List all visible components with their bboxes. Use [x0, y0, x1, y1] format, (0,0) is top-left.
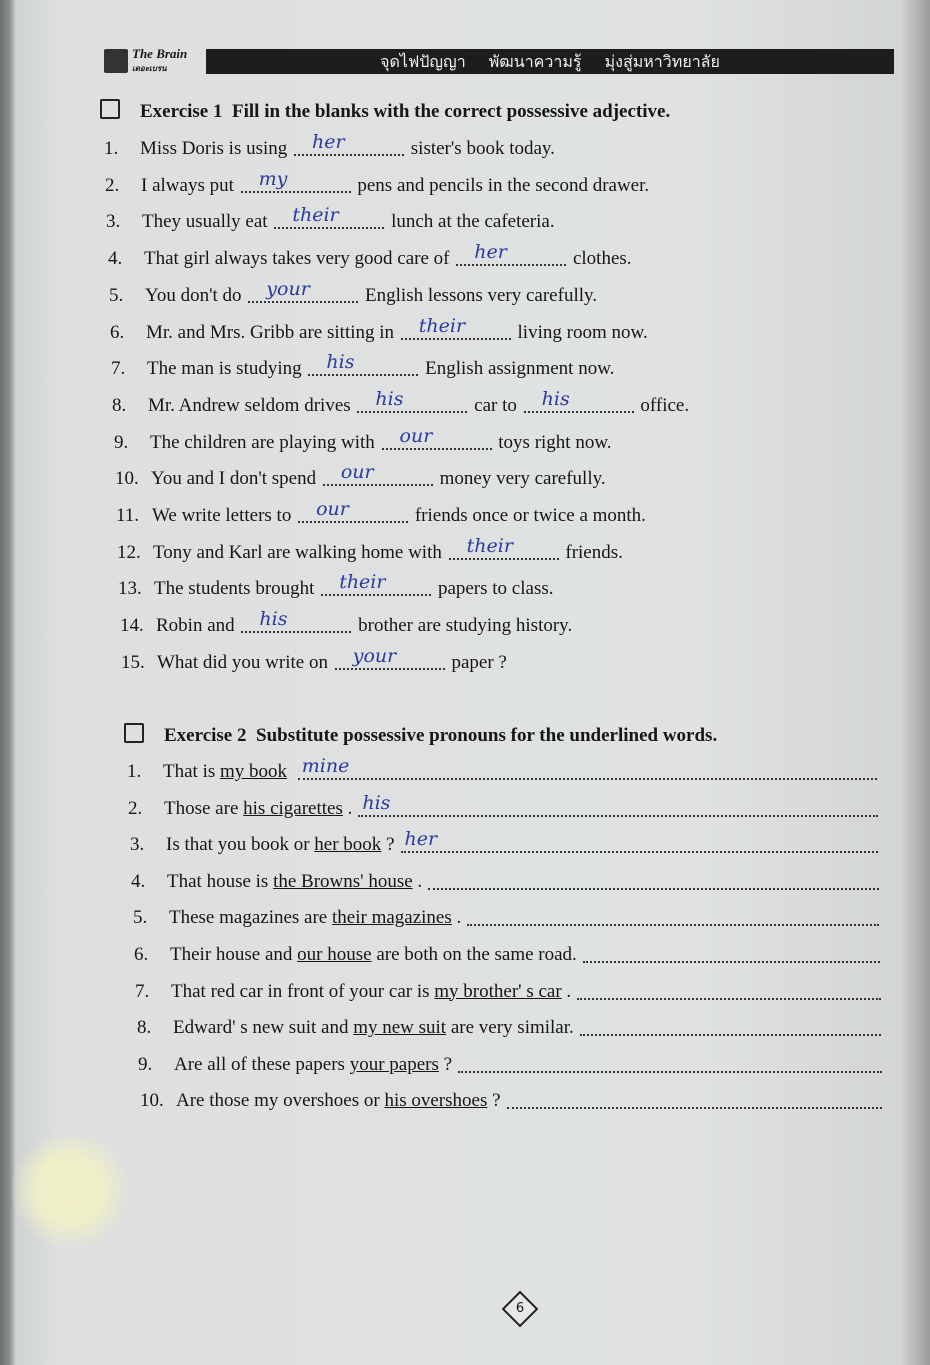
- answer-blank[interactable]: [308, 351, 418, 376]
- sentence-before: Are those my overshoes or: [176, 1090, 380, 1112]
- sentence-before: I always put: [141, 174, 234, 196]
- answer-blank[interactable]: [294, 131, 404, 156]
- sentence-after: friends.: [565, 541, 623, 563]
- handwritten-answer: her: [404, 828, 438, 851]
- item-number: 4.: [108, 248, 123, 270]
- underlined-words: my book: [220, 761, 288, 782]
- exercise-item: [117, 534, 623, 565]
- exercise-item: [109, 277, 598, 308]
- answer-line[interactable]: [583, 943, 880, 963]
- item-number: 5.: [109, 284, 124, 306]
- item-number: 3.: [106, 211, 121, 233]
- answer-blank[interactable]: [274, 204, 384, 229]
- item-number: 1.: [104, 138, 119, 159]
- logo-subtext: เดอะเบรน: [132, 64, 167, 73]
- handwritten-answer: your: [352, 644, 397, 667]
- sentence-before: That red car in front of your car is: [171, 980, 430, 1002]
- item-number: 9.: [138, 1053, 153, 1075]
- item-number: 12.: [117, 541, 141, 563]
- exercise-item: [118, 571, 554, 601]
- handwritten-answer: her: [312, 131, 345, 153]
- answer-line[interactable]: [298, 755, 877, 780]
- exercise-item: [104, 131, 555, 161]
- item-number: 7.: [135, 980, 150, 1002]
- underlined-words: my brother' s car: [434, 980, 562, 1002]
- sentence-before: Their house and: [170, 944, 293, 965]
- exercise-item: [128, 791, 878, 821]
- item-number: 7.: [111, 358, 126, 380]
- exercise-label: Exercise 1: [140, 101, 223, 122]
- sentence-before: Those are: [164, 797, 239, 819]
- logo-portrait-icon: [104, 49, 128, 73]
- underlined-words: her book: [314, 834, 382, 856]
- handwritten-answer: his: [326, 351, 355, 374]
- underlined-words: your papers: [349, 1053, 439, 1075]
- brand-logo: [104, 47, 202, 75]
- item-number: 11.: [116, 505, 140, 526]
- exercise-item: [137, 1016, 881, 1040]
- item-number: 6.: [110, 321, 125, 343]
- item-number: 2.: [105, 174, 120, 196]
- sentence-after: friends once or twice a month.: [414, 505, 646, 526]
- sentence-before: That girl always takes very good care of: [144, 248, 450, 270]
- exercise-item: [114, 424, 612, 455]
- handwritten-answer: mine: [301, 755, 350, 777]
- exercise-item: [120, 608, 573, 638]
- sentence-after: sister's book today.: [410, 138, 555, 159]
- exercise-item: [127, 755, 877, 784]
- checkbox[interactable]: [124, 723, 144, 743]
- exercise-label: Exercise 2: [164, 725, 247, 746]
- sentence-before: Mr. Andrew seldom drives: [148, 394, 351, 416]
- exercise-item: [111, 351, 615, 381]
- handwritten-answer: their: [339, 571, 386, 594]
- sentence-after: are both on the same road.: [376, 944, 577, 965]
- sentence-before: The man is studying: [147, 358, 302, 380]
- sentence-after: .: [566, 980, 572, 1002]
- answer-line[interactable]: [580, 1016, 881, 1036]
- exercise-instruction: Substitute possessive pronouns for the underlined words.: [256, 725, 718, 746]
- sentence-before: These magazines are: [169, 907, 328, 929]
- sentence-after: lunch at the cafeteria.: [391, 211, 555, 233]
- sentence-after: money very carefully.: [439, 468, 606, 490]
- sentence-before: Is that you book or: [166, 834, 310, 856]
- handwritten-answer: his: [259, 608, 288, 631]
- answer-blank[interactable]: [241, 608, 351, 633]
- sentence-before: You and I don't spend: [151, 468, 317, 490]
- answer-blank[interactable]: [335, 644, 445, 670]
- exercise-item: [106, 204, 555, 234]
- handwritten-answer: his: [375, 387, 404, 410]
- handwritten-answer: your: [266, 277, 310, 300]
- exercise1-title: [100, 99, 670, 123]
- exercise-item: [138, 1053, 882, 1077]
- item-number: 8.: [112, 394, 127, 416]
- header-slogan: จุดไฟปัญญา พัฒนาความรู้ มุ่งสู่มหาวิทยาลัย: [206, 49, 894, 74]
- answer-blank[interactable]: [401, 314, 511, 340]
- underlined-words: his cigarettes: [243, 797, 343, 819]
- sentence-before: Mr. and Mrs. Gribb are sitting in: [146, 321, 395, 343]
- item-number: 10.: [140, 1090, 164, 1112]
- checkbox[interactable]: [100, 99, 120, 119]
- item-number: 13.: [118, 578, 142, 600]
- answer-line[interactable]: [358, 791, 878, 817]
- sentence-after: pens and pencils in the second drawer.: [357, 174, 650, 196]
- item-number: 6.: [134, 944, 149, 965]
- exercise-item: [110, 314, 648, 345]
- item-number: 8.: [137, 1017, 152, 1039]
- item-number: 9.: [114, 431, 129, 453]
- answer-blank[interactable]: [321, 571, 431, 596]
- sentence-before: The students brought: [154, 578, 315, 600]
- answer-blank[interactable]: [524, 387, 634, 413]
- logo-text: The Brain: [132, 46, 188, 61]
- sentence-after: English lessons very carefully.: [365, 284, 598, 306]
- exercise-item: [116, 498, 646, 528]
- item-number: 2.: [128, 797, 143, 819]
- sentence-after: ?: [443, 1053, 453, 1075]
- answer-line[interactable]: [507, 1089, 882, 1109]
- sentence-after: .: [417, 870, 423, 892]
- sentence-before: The children are playing with: [150, 431, 375, 453]
- item-number: 4.: [131, 870, 146, 892]
- exercise-item: [121, 644, 507, 675]
- underlined-words: the Browns' house: [273, 870, 413, 892]
- exercise-item: [131, 870, 879, 894]
- handwritten-answer: my: [258, 167, 288, 190]
- sentence-before: Robin and: [156, 615, 235, 637]
- exercise-item: [130, 828, 878, 857]
- answer-line[interactable]: [458, 1053, 882, 1073]
- answer-line[interactable]: [428, 870, 879, 890]
- underlined-words: our house: [297, 944, 372, 965]
- handwritten-answer: her: [474, 241, 507, 264]
- answer-blank[interactable]: [323, 461, 433, 486]
- answer-blank[interactable]: [382, 424, 492, 450]
- sentence-before: Miss Doris is using: [140, 138, 288, 159]
- yellow-stain: [10, 1130, 130, 1250]
- handwritten-answer: his: [362, 791, 391, 814]
- sentence-before: Tony and Karl are walking home with: [153, 541, 442, 563]
- item-number: 1.: [127, 761, 142, 782]
- item-number: 10.: [115, 468, 139, 490]
- answer-blank[interactable]: [456, 241, 566, 266]
- sentence-before: Edward' s new suit and: [173, 1017, 349, 1039]
- sentence-after: living room now.: [517, 321, 648, 343]
- sentence-after: papers to class.: [437, 578, 554, 600]
- answer-line[interactable]: [467, 906, 879, 926]
- sentence-after: office.: [640, 394, 690, 416]
- underlined-words: his overshoes: [384, 1090, 488, 1112]
- sentence-after: clothes.: [572, 248, 632, 270]
- item-number: 14.: [120, 615, 144, 637]
- exercise-item: [115, 461, 606, 491]
- exercise-item: [140, 1089, 882, 1113]
- answer-line[interactable]: [401, 828, 879, 853]
- answer-line[interactable]: [577, 980, 881, 1000]
- answer-blank[interactable]: [248, 277, 358, 303]
- sentence-middle: car to: [474, 394, 517, 416]
- sentence-before: That is: [163, 761, 216, 782]
- exercise-item: [108, 241, 632, 271]
- sentence-after: .: [347, 797, 353, 819]
- handwritten-answer: our: [340, 461, 374, 484]
- answer-blank[interactable]: [449, 534, 559, 560]
- sentence-after: are very similar.: [450, 1017, 574, 1039]
- sentence-before: That house is: [167, 870, 269, 892]
- sentence-before: Are all of these papers: [174, 1053, 345, 1075]
- sentence-after: paper ?: [451, 651, 507, 673]
- handwritten-answer: their: [466, 534, 513, 557]
- underlined-words: my new suit: [353, 1017, 447, 1039]
- sentence-after: brother are studying history.: [358, 615, 573, 637]
- sentence-before: They usually eat: [142, 211, 268, 233]
- sentence-before: What did you write on: [157, 651, 328, 673]
- answer-blank[interactable]: [241, 167, 351, 193]
- handwritten-answer: his: [541, 387, 570, 410]
- page-number: 6: [502, 1291, 539, 1328]
- exercise-item: [133, 906, 879, 930]
- answer-blank[interactable]: [298, 498, 408, 523]
- answer-blank[interactable]: [357, 387, 467, 413]
- sentence-after: ?: [386, 834, 395, 856]
- exercise-item: [112, 387, 690, 418]
- underlined-words: their magazines: [332, 907, 452, 929]
- handwritten-answer: their: [292, 204, 339, 227]
- item-number: 5.: [133, 907, 148, 929]
- sentence-after: toys right now.: [498, 431, 612, 453]
- sentence-after: .: [456, 907, 462, 929]
- sentence-after: English assignment now.: [425, 358, 615, 380]
- handwritten-answer: our: [399, 424, 433, 447]
- exercise-item: [134, 943, 880, 967]
- sentence-after: ?: [492, 1090, 501, 1112]
- handwritten-answer: our: [316, 498, 349, 520]
- item-number: 15.: [121, 651, 145, 673]
- exercise-item: [135, 980, 881, 1004]
- exercise2-title: [124, 723, 717, 747]
- sentence-before: You don't do: [145, 284, 242, 306]
- item-number: 3.: [130, 834, 145, 856]
- handwritten-answer: their: [418, 314, 466, 337]
- sentence-before: We write letters to: [152, 505, 292, 526]
- exercise-item: [105, 167, 650, 198]
- exercise-instruction: Fill in the blanks with the correct possessive adjective.: [232, 101, 671, 122]
- page-header: [104, 47, 894, 75]
